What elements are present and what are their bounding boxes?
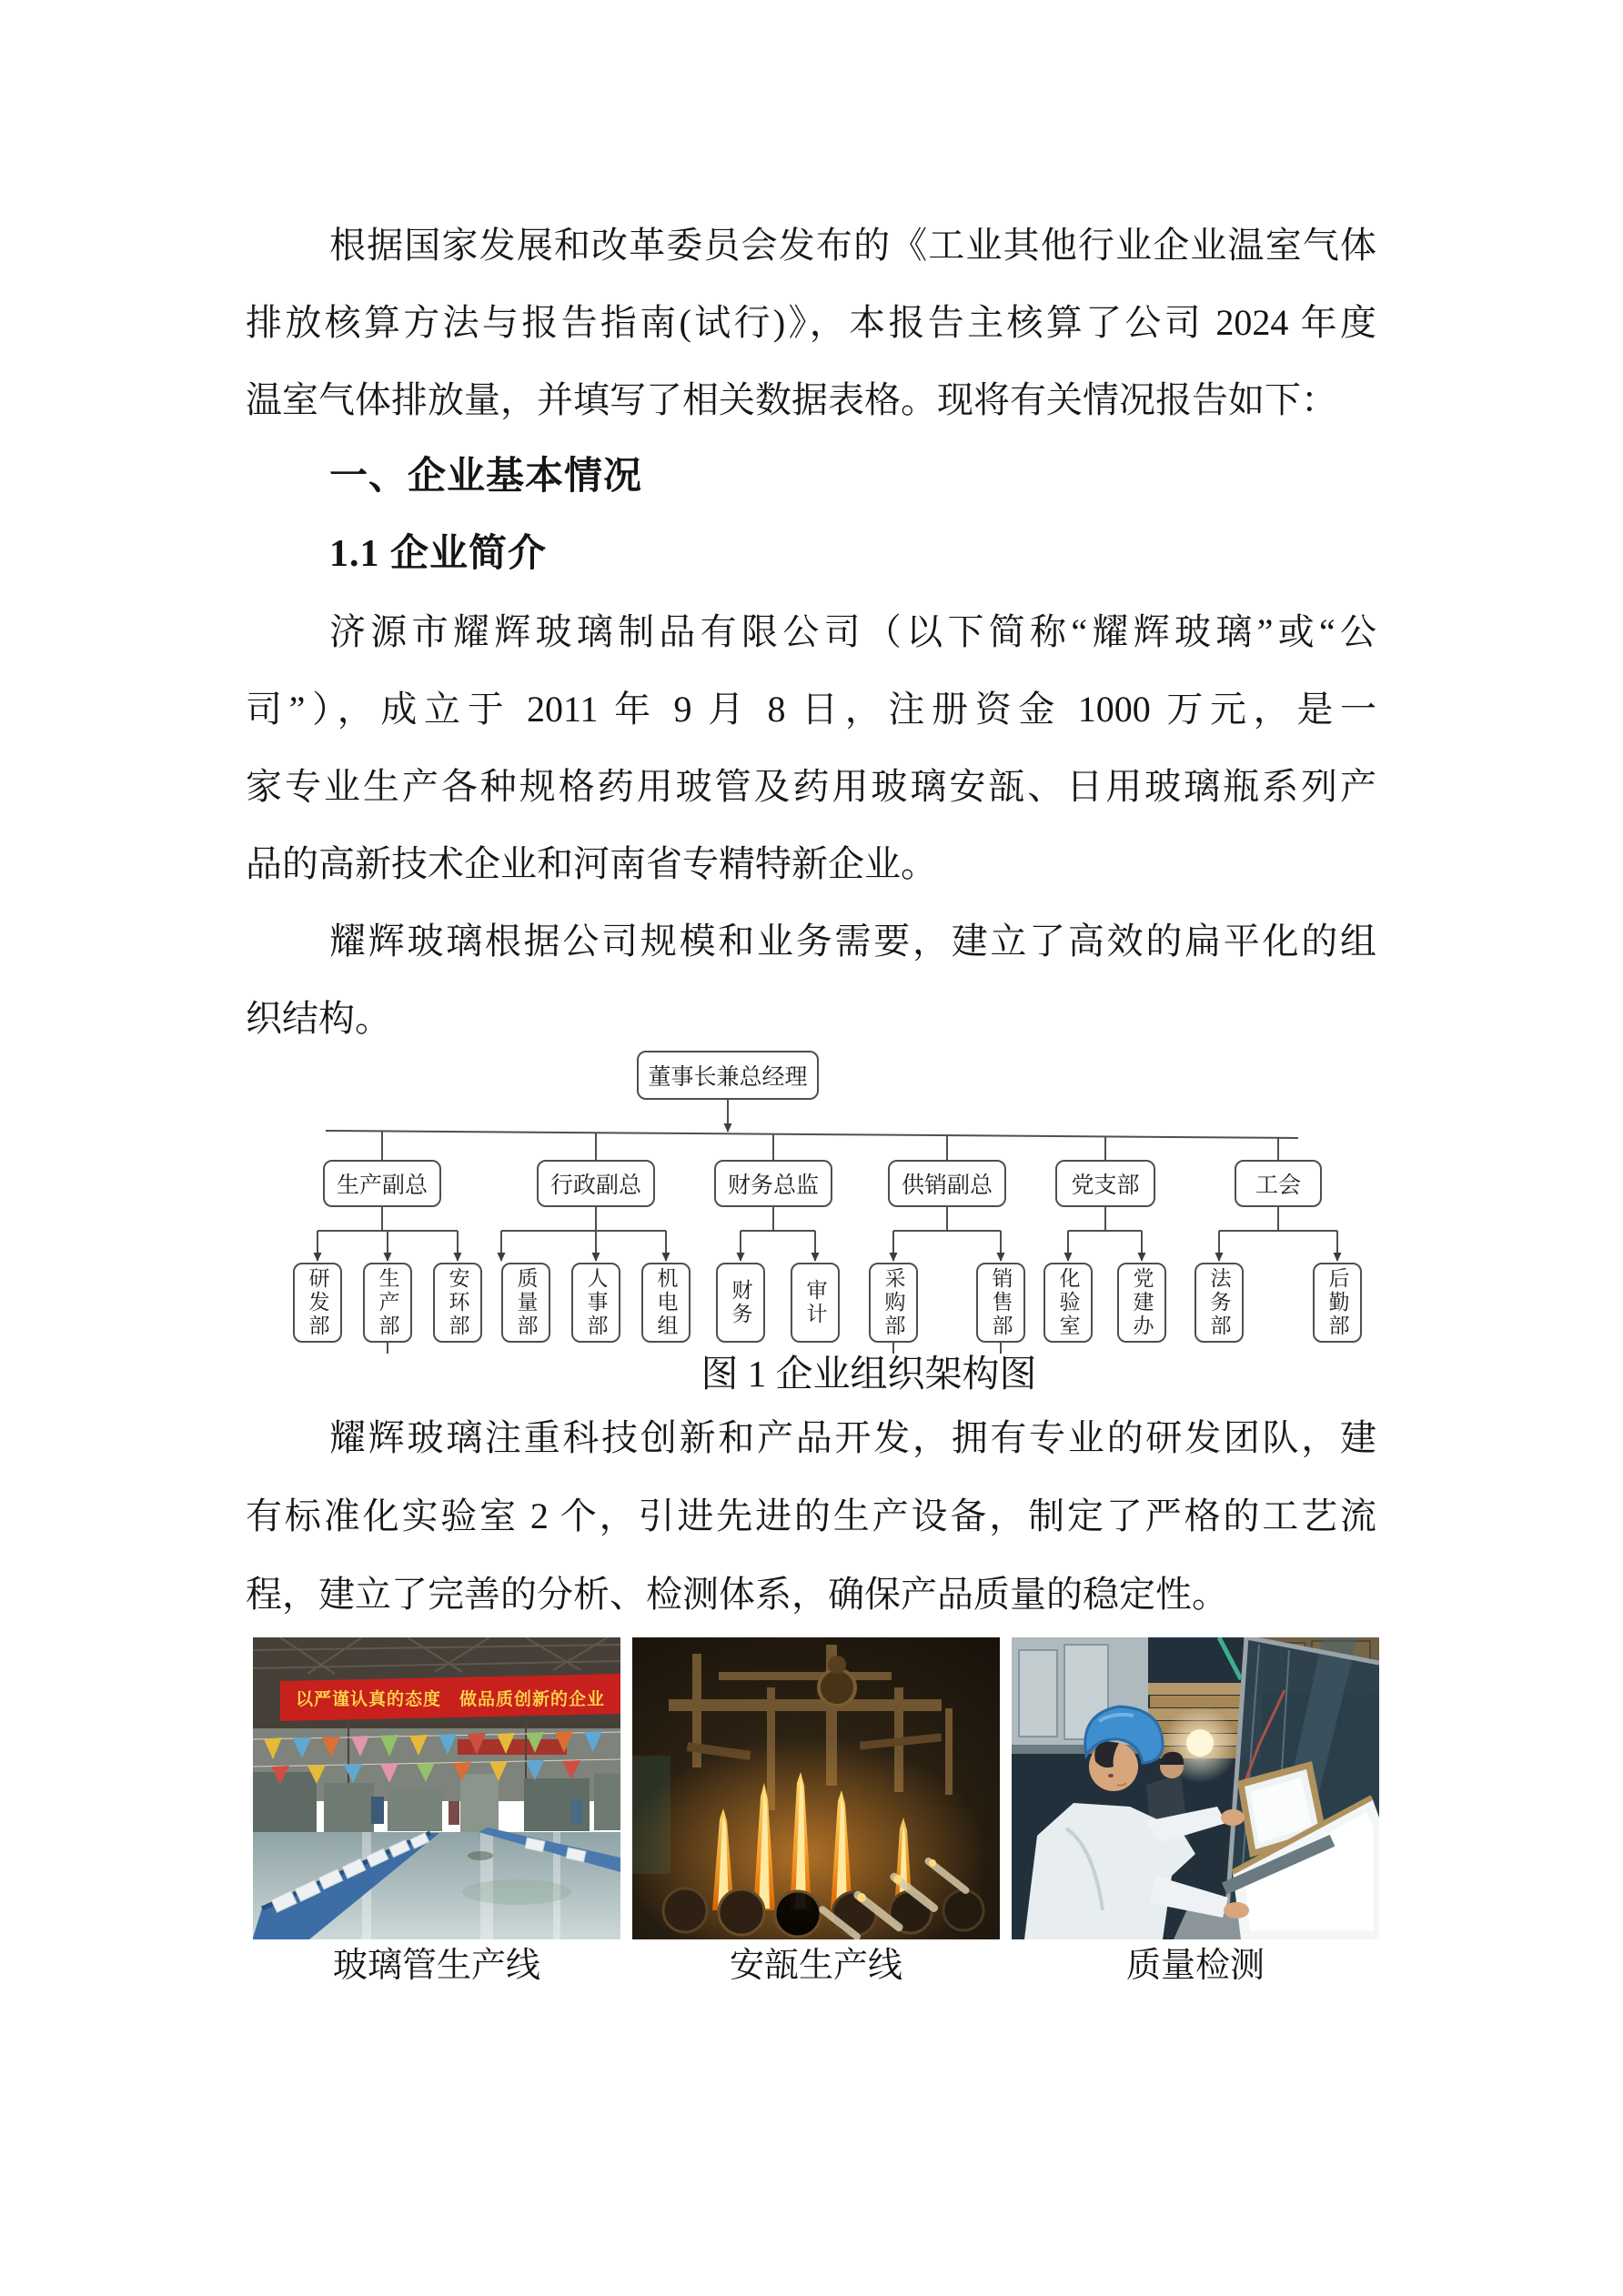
org-box-dept [363, 1263, 412, 1343]
org-box-dept [501, 1263, 550, 1343]
dept-label: 销售部 [989, 1267, 1013, 1338]
paragraph-line: 有标准化实验室 2 个，引进先进的生产设备，制定了严格的工艺流 [246, 1495, 1376, 1536]
org-box-level2: 工会 [1235, 1160, 1322, 1207]
org-box-dept [1117, 1263, 1166, 1343]
dept-label: 化验室 [1056, 1267, 1080, 1338]
dept-label: 后勤部 [1326, 1267, 1349, 1338]
photo-caption-quality: 质量检测 [1125, 1947, 1265, 1985]
dept-label: 生产部 [376, 1267, 399, 1338]
paragraph-line: 程，建立了完善的分析、检测体系，确保产品质量的稳定性。 [246, 1574, 1228, 1615]
paragraph-line: 品的高新技术企业和河南省专精特新企业。 [246, 843, 937, 884]
org-box-level2: 党支部 [1055, 1160, 1155, 1207]
paragraph-line: 织结构。 [246, 998, 391, 1039]
ampoule-line-illustration [632, 1637, 1000, 1939]
paragraph-line: 排放核算方法与报告指南(试行)》，本报告主核算了公司 2024 年度 [246, 302, 1376, 343]
paragraph-line: 济源市耀辉玻璃制品有限公司（以下简称“耀辉玻璃”或“公 [329, 611, 1376, 652]
paragraph-line: 根据国家发展和改革委员会发布的《工业其他行业企业温室气体 [329, 225, 1376, 266]
dept-label: 财务 [729, 1279, 752, 1326]
org-chart [291, 1042, 1368, 1355]
org-box-dept [1313, 1263, 1362, 1343]
glass-tube-line-illustration [253, 1637, 620, 1939]
org-box-level2: 财务总监 [714, 1160, 832, 1207]
dept-label: 研发部 [306, 1267, 329, 1338]
dept-label: 安环部 [446, 1267, 469, 1338]
org-box-dept [1195, 1263, 1244, 1343]
paragraph-line: 温室气体排放量，并填写了相关数据表格。现将有关情况报告如下： [246, 379, 1337, 420]
paragraph-line: 耀辉玻璃根据公司规模和业务需要，建立了高效的扁平化的组 [329, 921, 1376, 962]
org-box-dept [433, 1263, 482, 1343]
quality-inspection-illustration [1012, 1637, 1379, 1939]
dept-label: 人事部 [584, 1267, 608, 1338]
photo-ampoule-line [632, 1637, 1000, 1939]
org-box-level2: 生产副总 [323, 1160, 441, 1207]
org-box-dept [1043, 1263, 1093, 1343]
org-box-dept [976, 1263, 1025, 1343]
org-box-level2: 行政副总 [537, 1160, 655, 1207]
figure1-caption: 图 1 企业组织架构图 [701, 1353, 1037, 1395]
photo-quality-inspection [1012, 1637, 1379, 1939]
org-box-dept [571, 1263, 620, 1343]
subsection-heading: 1.1 企业简介 [329, 533, 548, 575]
dept-label: 党建办 [1130, 1267, 1154, 1338]
org-box-level2: 供销副总 [888, 1160, 1006, 1207]
dept-label: 机电组 [654, 1267, 678, 1338]
org-box-root: 董事长兼总经理 [637, 1051, 819, 1100]
paragraph-line: 司”），成立于 2011 年 9 月 8 日，注册资金 1000 万元，是一 [246, 689, 1376, 730]
org-box-dept [641, 1263, 691, 1343]
dept-label: 审计 [803, 1279, 827, 1326]
photo-caption-glass-tube: 玻璃管生产线 [332, 1947, 540, 1985]
photo-caption-ampoule: 安瓿生产线 [729, 1947, 902, 1985]
banner-slogan: 以严谨认真的态度 做品质创新的企业 [295, 1690, 606, 1709]
dept-label: 采购部 [882, 1267, 905, 1338]
org-box-dept [791, 1263, 840, 1343]
photo-glass-tube-line [253, 1637, 620, 1939]
org-box-dept [293, 1263, 342, 1343]
dept-label: 质量部 [514, 1267, 538, 1338]
org-box-dept [716, 1263, 765, 1343]
paragraph-line: 家专业生产各种规格药用玻管及药用玻璃安瓿、日用玻璃瓶系列产 [246, 766, 1376, 807]
section-heading: 一、企业基本情况 [329, 456, 643, 498]
paragraph-line: 耀辉玻璃注重科技创新和产品开发，拥有专业的研发团队，建 [329, 1417, 1376, 1458]
dept-label: 法务部 [1207, 1267, 1231, 1338]
org-box-dept [869, 1263, 918, 1343]
